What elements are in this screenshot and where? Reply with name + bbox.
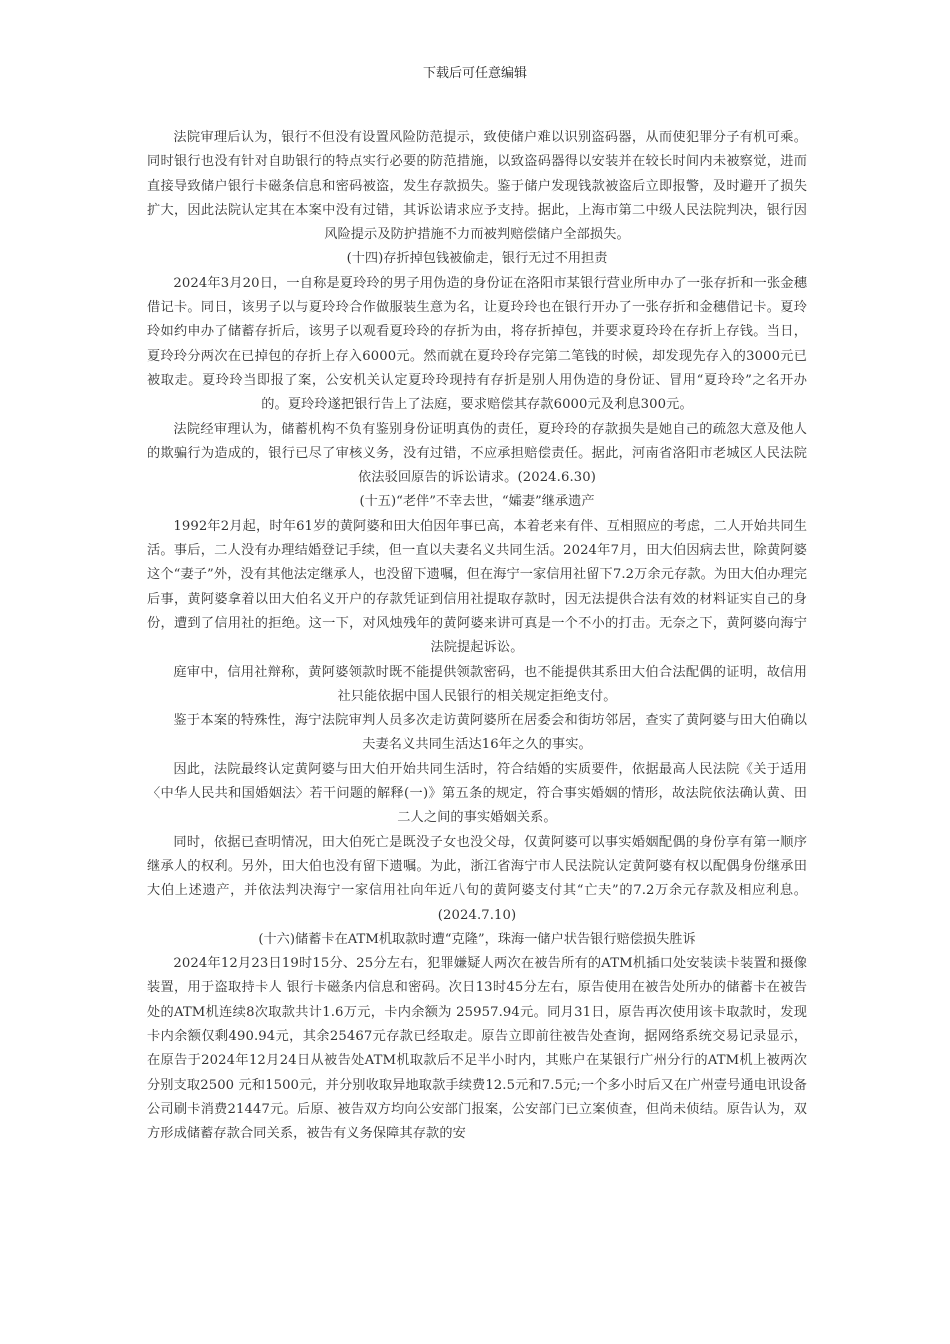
paragraph: 2024年12月23日19时15分、25分左右，犯罪嫌疑人两次在被告所有的ATM机插口处安装读卡装置和摄像装置，用于盗取持卡人 银行卡磁条内信息和密码。次日13时45分左右，原告使用在被告处所办的储蓄卡在被告处的ATM机连续8次取款共计1.6万元，卡内余额为 25957.94元。同月31日，原告再次使用该卡取款时，发现卡内余额仅剩490.94元，其余25467元存款已经取走。原告立即前往被告处查询，据网络系统交易记录显示，在原告于2024年12月24日从被告处ATM机取款后不足半小时内，其账户在某银行广州分行的ATM机上被两次分别支取2500 元和1500元，并分别收取异地取款手续费12.5元和7.5元;一个多小时后又在广州壹号通电讯设备公司刷卡消费21447元。后原、被告双方均向公安部门报案，公安部门已立案侦查，但尚未侦结。原告认为，双方形成储蓄存款合同关系，被告有义务保障其存款的安 <box>147 956 807 1142</box>
paragraph: 同时，依据已查明情况，田大伯死亡是既没子女也没父母，仅黄阿婆可以事实婚姻配偶的身份享有第一顺序继承人的权利。另外，田大伯也没有留下遗嘱。为此，浙江省海宁市人民法院认定黄阿婆有权以配偶身份继承田大伯上述遗产，并依法判决海宁一家信用社向年近八旬的黄阿婆支付其“亡夫”的7.2万余元存款及相应利息。(2024.7.10) <box>147 834 807 923</box>
section-heading: (十四)存折掉包钱被偷走，银行无过不用担责 <box>346 251 608 267</box>
paragraph: 鉴于本案的特殊性，海宁法院审判人员多次走访黄阿婆所在居委会和街坊邻居，查实了黄阿婆与田大伯确以夫妻名义共同生活达16年之久的事实。 <box>173 713 807 753</box>
paragraph: 法院审理后认为，银行不但没有设置风险防范提示，致使储户难以识别盗码器，从而使犯罪分子有机可乘。同时银行也没有针对自助银行的特点实行必要的防范措施，以致盗码器得以安装并在较长时间内未被察觉，进而直接导致储户银行卡磁条信息和密码被盗，发生存款损失。鉴于储户发现钱款被盗后立即报警，及时避开了损失扩大，因此法院认定其在本案中没有过错，其诉讼请求应予支持。据此，上海市第二中级人民法院判决，银行因风险提示及防护措施不力而被判赔偿储户全部损失。 <box>147 130 807 243</box>
paragraph: 1992年2月起，时年61岁的黄阿婆和田大伯因年事已高，本着老来有伴、互相照应的考虑，二人开始共同生活。事后，二人没有办理结婚登记手续，但一直以夫妻名义共同生活。2024年7月，田大伯因病去世，除黄阿婆这个“妻子”外，没有其他法定继承人，也没留下遗嘱，但在海宁一家信用社留下7.2万余元存款。为田大伯办理完后事，黄阿婆拿着以田大伯名义开户的存款凭证到信用社提取存款时，因无法提供合法有效的材料证实自己的身份，遭到了信用社的拒绝。这一下，对风烛残年的黄阿婆来讲可真是一个不小的打击。无奈之下，黄阿婆向海宁法院提起诉讼。 <box>147 518 807 656</box>
paragraph: 法院经审理认为，储蓄机构不负有鉴别身份证明真伪的责任，夏玲玲的存款损失是她自己的疏忽大意及他人的欺骗行为造成的，银行已尽了审核义务，没有过错，不应承担赔偿责任。据此，河南省洛阳市老城区人民法院依法驳回原告的诉讼请求。(2024.6.30) <box>147 421 807 486</box>
document-body <box>147 126 807 1146</box>
paragraph: 因此，法院最终认定黄阿婆与田大伯开始共同生活时，符合结婚的实质要件，依据最高人民法院《关于适用〈中华人民共和国婚姻法〉若干问题的解释(一)》第五条的规定，符合事实婚姻的情形，故法院依法确认黄、田二人之间的事实婚姻关系。 <box>147 761 807 826</box>
section-heading: (十五)“老伴”不幸去世，“孀妻”继承遗产 <box>359 494 595 510</box>
paragraph: 2024年3月20日，一自称是夏玲玲的男子用伪造的身份证在洛阳市某银行营业所申办了一张存折和一张金穗借记卡。同日，该男子以与夏玲玲合作做服装生意为名，让夏玲玲也在银行开办了一张存折和金穗借记卡。夏玲玲如约申办了储蓄存折后，该男子以观看夏玲玲的存折为由，将存折掉包，并要求夏玲玲在存折上存钱。当日，夏玲玲分两次在已掉包的存折上存入6000元。然而就在夏玲玲存完第二笔钱的时候，却发现先存入的3000元已被取走。夏玲玲当即报了案，公安机关认定夏玲玲现持有存折是别人用伪造的身份证、冒用“夏玲玲”之名开办的。夏玲玲遂把银行告上了法庭，要求赔偿其存款6000元及利息300元。 <box>147 275 807 413</box>
page-header: 下载后可任意编辑 <box>422 66 527 81</box>
paragraph: 庭审中，信用社辩称，黄阿婆领款时既不能提供领款密码，也不能提供其系田大伯合法配偶的证明，故信用社只能依据中国人民银行的相关规定拒绝支付。 <box>173 664 807 704</box>
section-heading: (十六)储蓄卡在ATM机取款时遭“克隆”，珠海一储户状告银行赔偿损失胜诉 <box>258 931 696 947</box>
